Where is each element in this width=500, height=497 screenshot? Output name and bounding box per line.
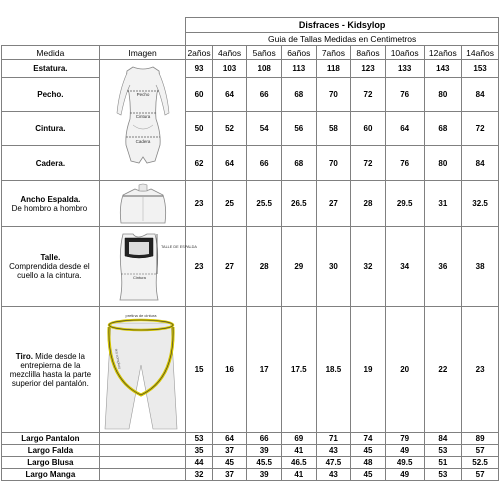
table-cell: 80 xyxy=(424,78,462,112)
table-cell: 25.5 xyxy=(247,181,282,227)
table-cell: 36 xyxy=(424,227,462,307)
table-cell: 69 xyxy=(281,433,316,445)
row-label: Largo Pantalon xyxy=(2,433,100,445)
cintura2-image-label: Cintura xyxy=(132,274,146,280)
table-row xyxy=(2,78,499,112)
row-label: Tiro. xyxy=(15,351,33,361)
col-header-size: 12años xyxy=(424,46,462,60)
row-label: Largo Falda xyxy=(2,445,100,457)
table-row xyxy=(2,181,499,227)
table-cell: 60 xyxy=(351,112,386,146)
talle-image-label xyxy=(161,245,197,249)
table-cell: 54 xyxy=(247,112,282,146)
table-cell: 53 xyxy=(424,469,462,481)
table-cell: 38 xyxy=(462,227,499,307)
table-cell: 62 xyxy=(186,146,212,181)
table-cell: 16 xyxy=(212,307,247,433)
table-cell: 66 xyxy=(247,146,282,181)
table-cell: 27 xyxy=(212,227,247,307)
table-cell: 43 xyxy=(316,469,351,481)
body-figure-image xyxy=(99,60,186,181)
table-cell: 46.5 xyxy=(281,457,316,469)
table-cell: 143 xyxy=(424,60,462,78)
cintura-image-label: Cintura xyxy=(135,114,150,119)
col-header-medida: Medida xyxy=(2,46,100,60)
table-cell: 51 xyxy=(424,457,462,469)
table-cell: 39 xyxy=(247,445,282,457)
empty-corner xyxy=(2,18,186,46)
table-cell: 45.5 xyxy=(247,457,282,469)
table-cell: 58 xyxy=(316,112,351,146)
back-talle-figure xyxy=(103,230,197,304)
table-cell: 72 xyxy=(462,112,499,146)
col-header-imagen: Imagen xyxy=(99,46,186,60)
back-shoulders-figure xyxy=(113,183,173,225)
back-width-image xyxy=(99,181,186,227)
row-label: Ancho Espalda. xyxy=(20,194,81,204)
row-label: Estatura. xyxy=(2,60,100,78)
table-cell: 31 xyxy=(424,181,462,227)
row-description: De hombro a hombro xyxy=(11,203,88,213)
empty-image-cell xyxy=(99,457,186,469)
col-header-size: 6años xyxy=(281,46,316,60)
empty-image-cell xyxy=(99,469,186,481)
table-cell: 84 xyxy=(462,78,499,112)
table-cell: 52.5 xyxy=(462,457,499,469)
table-row xyxy=(2,307,499,433)
table-cell: 28 xyxy=(351,181,386,227)
table-cell: 45 xyxy=(351,445,386,457)
table-cell: 118 xyxy=(316,60,351,78)
table-cell: 133 xyxy=(385,60,424,78)
table-cell: 48 xyxy=(351,457,386,469)
table-cell: 64 xyxy=(212,146,247,181)
row-label: Talle. xyxy=(40,253,61,262)
table-cell: 45 xyxy=(351,469,386,481)
table-cell: 70 xyxy=(316,78,351,112)
empty-image-cell xyxy=(99,445,186,457)
table-cell: 32.5 xyxy=(462,181,499,227)
table-cell: 123 xyxy=(351,60,386,78)
table-cell: 28 xyxy=(247,227,282,307)
table-cell: 53 xyxy=(186,433,212,445)
front-body-figure xyxy=(103,61,183,179)
table-cell: 17.5 xyxy=(281,307,316,433)
col-header-size: 10años xyxy=(385,46,424,60)
table-cell: 68 xyxy=(281,78,316,112)
table-row xyxy=(2,146,499,181)
talle-image xyxy=(99,227,197,307)
tiro-top-image-label: pretina de cintura xyxy=(125,312,156,318)
row-label-cell xyxy=(2,307,100,433)
table-cell: 56 xyxy=(281,112,316,146)
table-cell: 29 xyxy=(281,227,316,307)
table-cell: 57 xyxy=(462,469,499,481)
table-cell: 22 xyxy=(424,307,462,433)
table-cell: 79 xyxy=(385,433,424,445)
table-row xyxy=(2,433,499,445)
row-label: Cintura. xyxy=(2,112,100,146)
table-cell: 76 xyxy=(385,146,424,181)
row-label-cell xyxy=(2,181,100,227)
row-description: Comprendida desde el cuello a la cintura. xyxy=(9,262,90,280)
table-cell: 57 xyxy=(462,445,499,457)
table-cell: 39 xyxy=(247,469,282,481)
table-cell: 64 xyxy=(385,112,424,146)
row-label: Pecho. xyxy=(2,78,100,112)
table-cell: 23 xyxy=(462,307,499,433)
table-cell: 103 xyxy=(212,60,247,78)
table-cell: 23 xyxy=(186,181,212,227)
table-cell: 32 xyxy=(351,227,386,307)
table-cell: 34 xyxy=(385,227,424,307)
table-cell: 70 xyxy=(316,146,351,181)
col-header-size: 4años xyxy=(212,46,247,60)
table-cell: 26.5 xyxy=(281,181,316,227)
table-cell: 108 xyxy=(247,60,282,78)
table-cell: 89 xyxy=(462,433,499,445)
table-row xyxy=(2,469,499,481)
table-cell: 17 xyxy=(247,307,282,433)
table-row xyxy=(2,227,499,307)
pecho-image-label: Pecho xyxy=(136,92,149,97)
table-cell: 52 xyxy=(212,112,247,146)
chart-title: Disfraces - Kidsylop xyxy=(186,18,499,33)
table-cell: 35 xyxy=(186,445,212,457)
row-label: Cadera. xyxy=(2,146,100,181)
col-header-size: 5años xyxy=(247,46,282,60)
table-cell: 47.5 xyxy=(316,457,351,469)
table-row xyxy=(2,445,499,457)
table-cell: 68 xyxy=(281,146,316,181)
table-cell: 41 xyxy=(281,469,316,481)
table-cell: 66 xyxy=(247,78,282,112)
table-cell: 41 xyxy=(281,445,316,457)
table-cell: 84 xyxy=(424,433,462,445)
col-header-size: 8años xyxy=(351,46,386,60)
col-header-size: 7años xyxy=(316,46,351,60)
table-cell: 43 xyxy=(316,445,351,457)
table-cell: 53 xyxy=(424,445,462,457)
table-cell: 27 xyxy=(316,181,351,227)
table-cell: 113 xyxy=(281,60,316,78)
table-cell: 153 xyxy=(462,60,499,78)
table-cell: 44 xyxy=(186,457,212,469)
talle-label-text: TALLE DE ESPALDA xyxy=(160,244,197,249)
table-cell: 19 xyxy=(351,307,386,433)
table-cell: 37 xyxy=(212,445,247,457)
table-cell: 64 xyxy=(212,78,247,112)
table-cell: 68 xyxy=(424,112,462,146)
table-cell: 71 xyxy=(316,433,351,445)
table-cell: 30 xyxy=(316,227,351,307)
table-cell: 18.5 xyxy=(316,307,351,433)
table-cell: 72 xyxy=(351,146,386,181)
cadera-image-label: Cadera xyxy=(135,139,150,144)
table-cell: 49 xyxy=(385,445,424,457)
row-label: Largo Manga xyxy=(2,469,100,481)
table-cell: 66 xyxy=(247,433,282,445)
table-cell: 72 xyxy=(351,78,386,112)
table-cell: 15 xyxy=(186,307,212,433)
col-header-size: 14años xyxy=(462,46,499,60)
size-chart-table xyxy=(1,17,499,481)
table-cell: 45 xyxy=(212,457,247,469)
table-cell: 84 xyxy=(462,146,499,181)
table-cell: 20 xyxy=(385,307,424,433)
row-label-cell xyxy=(2,227,100,307)
row-description: Mide desde la entrepierna de la mezclilla hasta la parte superior del pantalón. xyxy=(9,351,92,388)
table-cell: 49 xyxy=(385,469,424,481)
tiro-side-image-label: tiro completo xyxy=(113,347,122,369)
tiro-image xyxy=(99,307,186,433)
table-row xyxy=(2,60,499,78)
empty-image-cell xyxy=(99,433,186,445)
table-cell: 23 xyxy=(186,227,212,307)
table-cell: 25 xyxy=(212,181,247,227)
col-header-size: 2años xyxy=(187,47,211,58)
chart-subtitle: Guia de Tallas Medidas en Centimetros xyxy=(186,33,499,46)
table-cell: 64 xyxy=(212,433,247,445)
tiro-jeans-figure xyxy=(101,309,185,431)
table-cell: 60 xyxy=(186,78,212,112)
table-row xyxy=(2,112,499,146)
table-cell: 32 xyxy=(186,469,212,481)
table-row xyxy=(2,457,499,469)
table-cell: 74 xyxy=(351,433,386,445)
table-cell: 37 xyxy=(212,469,247,481)
table-cell: 76 xyxy=(385,78,424,112)
table-cell: 80 xyxy=(424,146,462,181)
table-cell: 29.5 xyxy=(385,181,424,227)
table-cell: 50 xyxy=(186,112,212,146)
table-cell: 93 xyxy=(186,60,212,78)
table-cell: 49.5 xyxy=(385,457,424,469)
row-label: Largo Blusa xyxy=(2,457,100,469)
